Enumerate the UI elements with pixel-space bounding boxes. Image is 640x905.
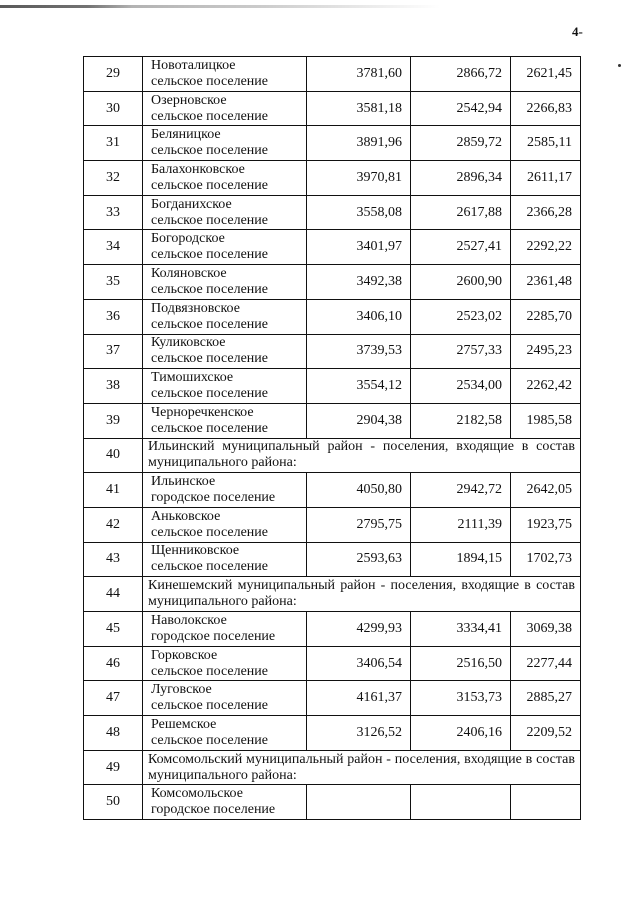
settlement-type: городское поселение [151,802,276,818]
row-number: 47 [84,681,143,716]
value-col-3: 2366,28 [511,195,581,230]
value-col-3: 2361,48 [511,265,581,300]
settlement-cell [143,646,307,681]
settlement-type: сельское поселение [151,247,268,263]
value-col-1: 3126,52 [307,716,411,751]
value-col-3: 2585,11 [511,126,581,161]
settlement-name: Аньковское [151,508,221,524]
table-row [84,265,581,300]
page-number: 4- [572,24,583,39]
settlement-type: сельское поселение [151,420,268,436]
value-col-2 [411,785,511,820]
value-col-3: 2285,70 [511,299,581,334]
settlement-type: сельское поселение [151,108,268,124]
value-col-2: 2534,00 [411,369,511,404]
settlement-cell [143,542,307,577]
settlement-cell [143,265,307,300]
settlement-cell [143,369,307,404]
settlement-name: Черноречкенское [151,404,254,420]
settlement-name: Богородское [151,231,225,247]
value-col-3: 2621,45 [511,57,581,92]
value-col-2: 2111,39 [411,507,511,542]
row-number: 43 [84,542,143,577]
table-row [84,91,581,126]
value-col-1: 3554,12 [307,369,411,404]
value-col-3: 2642,05 [511,473,581,508]
settlement-cell [143,507,307,542]
settlement-cell [143,161,307,196]
value-col-3: 2209,52 [511,716,581,751]
row-number: 36 [84,299,143,334]
value-col-2: 2866,72 [411,57,511,92]
value-col-3: 2495,23 [511,334,581,369]
value-col-3: 2262,42 [511,369,581,404]
settlement-name: Тимошихское [151,370,234,386]
value-col-3: 2611,17 [511,161,581,196]
row-number: 31 [84,126,143,161]
value-col-2: 3334,41 [411,612,511,647]
value-col-2: 2859,72 [411,126,511,161]
table-row [84,195,581,230]
value-col-1: 3970,81 [307,161,411,196]
district-title: Ильинский муниципальный район - поселения, входящие в состав муниципального района: [143,438,581,473]
settlement-cell [143,403,307,438]
settlement-name: Подвязновское [151,300,240,316]
value-col-1: 3492,38 [307,265,411,300]
settlement-type: городское поселение [151,628,276,644]
row-number: 45 [84,612,143,647]
value-col-3: 2277,44 [511,646,581,681]
settlement-cell [143,299,307,334]
settlement-cell [143,612,307,647]
table-row [84,230,581,265]
value-col-1: 3739,53 [307,334,411,369]
table-row [84,681,581,716]
settlement-cell [143,334,307,369]
table-row [84,403,581,438]
row-number: 33 [84,195,143,230]
settlement-type: сельское поселение [151,524,268,540]
settlement-type: сельское поселение [151,281,268,297]
table-row [84,507,581,542]
value-col-2: 3153,73 [411,681,511,716]
settlement-cell [143,473,307,508]
row-number: 46 [84,646,143,681]
value-col-2: 2757,33 [411,334,511,369]
settlement-type: сельское поселение [151,177,268,193]
settlement-type: сельское поселение [151,212,268,228]
settlement-name: Куликовское [151,335,226,351]
value-col-1: 4050,80 [307,473,411,508]
value-col-2: 2600,90 [411,265,511,300]
value-col-1 [307,785,411,820]
settlement-type: сельское поселение [151,386,268,402]
value-col-3 [511,785,581,820]
settlement-type: сельское поселение [151,559,268,575]
district-title: Комсомольский муниципальный район - поселения, входящие в состав муниципального района: [143,750,581,785]
row-number: 37 [84,334,143,369]
table-row [84,126,581,161]
value-col-2: 2527,41 [411,230,511,265]
value-col-2: 2542,94 [411,91,511,126]
settlement-type: сельское поселение [151,732,268,748]
value-col-3: 2292,22 [511,230,581,265]
value-col-2: 2617,88 [411,195,511,230]
settlement-name: Беляницкое [151,127,221,143]
value-col-3: 1923,75 [511,507,581,542]
settlement-name: Коляновское [151,265,227,281]
row-number: 32 [84,161,143,196]
settlement-name: Щенниковское [151,543,240,559]
table-row [84,299,581,334]
settlement-name: Ильинское [151,474,216,490]
row-number: 42 [84,507,143,542]
settlement-name: Озерновское [151,92,227,108]
settlement-name: Решемское [151,716,217,732]
scan-artifact-line [0,5,440,8]
table-row [84,473,581,508]
settlement-name: Новоталицкое [151,57,236,73]
row-number: 50 [84,785,143,820]
row-number: 35 [84,265,143,300]
value-col-1: 3891,96 [307,126,411,161]
row-number: 30 [84,91,143,126]
district-title: Кинешемский муниципальный район - поселения, входящие в состав муниципального района: [143,577,581,612]
table-row [84,369,581,404]
settlement-cell [143,57,307,92]
settlement-cell [143,785,307,820]
scan-speck [618,64,621,67]
settlement-type: сельское поселение [151,698,268,714]
value-col-2: 2942,72 [411,473,511,508]
settlement-cell [143,230,307,265]
row-number: 29 [84,57,143,92]
district-header-row [84,577,581,612]
table-row [84,334,581,369]
table-row [84,612,581,647]
settlement-cell [143,195,307,230]
value-col-1: 3406,54 [307,646,411,681]
settlement-cell [143,681,307,716]
table-row [84,57,581,92]
row-number: 44 [84,577,143,612]
value-col-2: 2406,16 [411,716,511,751]
value-col-3: 2266,83 [511,91,581,126]
value-col-1: 3558,08 [307,195,411,230]
value-col-2: 2896,34 [411,161,511,196]
value-col-2: 2182,58 [411,403,511,438]
value-col-3: 1985,58 [511,403,581,438]
district-header-row [84,750,581,785]
value-col-1: 4299,93 [307,612,411,647]
value-col-1: 4161,37 [307,681,411,716]
value-col-1: 3406,10 [307,299,411,334]
row-number: 41 [84,473,143,508]
value-col-1: 3401,97 [307,230,411,265]
settlement-name: Наволокское [151,612,227,628]
settlement-name: Богданихское [151,196,232,212]
value-col-1: 2795,75 [307,507,411,542]
row-number: 49 [84,750,143,785]
district-header-row [84,438,581,473]
settlement-cell [143,91,307,126]
settlements-table [83,56,581,820]
value-col-1: 3781,60 [307,57,411,92]
value-col-1: 2593,63 [307,542,411,577]
settlement-type: сельское поселение [151,316,268,332]
settlement-type: сельское поселение [151,351,268,367]
settlement-type: сельское поселение [151,663,268,679]
table-row [84,785,581,820]
settlement-type: сельское поселение [151,73,268,89]
settlement-type: городское поселение [151,490,276,506]
value-col-2: 2516,50 [411,646,511,681]
row-number: 48 [84,716,143,751]
table-row [84,161,581,196]
table-row [84,646,581,681]
settlement-name: Луговское [151,682,212,698]
table-row [84,716,581,751]
value-col-3: 3069,38 [511,612,581,647]
settlement-name: Горковское [151,647,218,663]
settlement-cell [143,716,307,751]
row-number: 38 [84,369,143,404]
row-number: 34 [84,230,143,265]
settlement-cell [143,126,307,161]
value-col-1: 3581,18 [307,91,411,126]
value-col-3: 2885,27 [511,681,581,716]
settlement-type: сельское поселение [151,143,268,159]
row-number: 40 [84,438,143,473]
table-row [84,542,581,577]
value-col-2: 2523,02 [411,299,511,334]
row-number: 39 [84,403,143,438]
settlement-name: Комсомольское [151,786,243,802]
value-col-2: 1894,15 [411,542,511,577]
value-col-1: 2904,38 [307,403,411,438]
settlement-name: Балахонковское [151,161,245,177]
value-col-3: 1702,73 [511,542,581,577]
